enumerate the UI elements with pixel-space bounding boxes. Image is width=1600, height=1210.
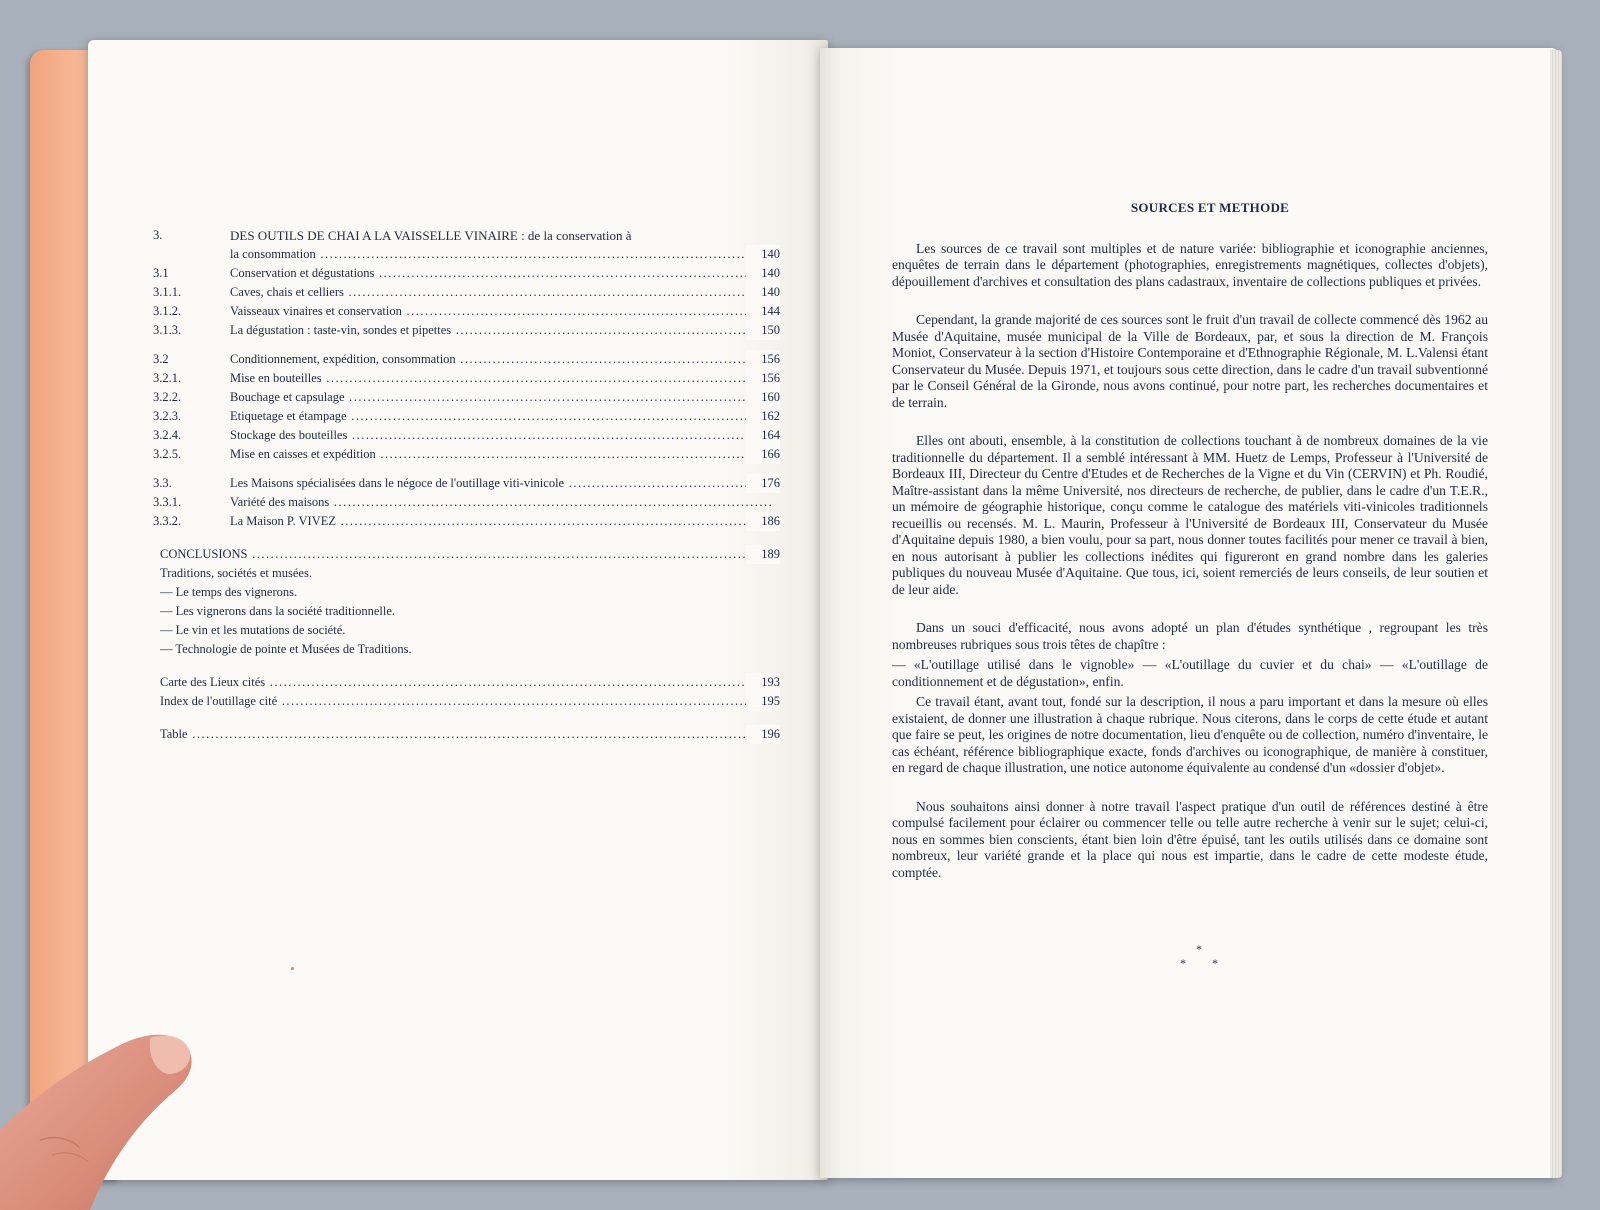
toc-number: 3.1 (153, 266, 169, 280)
toc-title: Vaisseaux vinaires et conservation ..... (230, 302, 772, 321)
toc-row (150, 245, 790, 264)
paragraph: Nous souhaitons ainsi donner à notre travail l'aspect pratique d'un outil de références destiné à être compulsé facilement pour éclairer ou commencer telle ou telle autre recherche à venir sur le sujet; celui-ci, nous en sommes bien conscients, étant bien loin d'être épuisé, tant les outils utilisés dans ce domaine sont nombreux, leur variété grande et la place qui nous est impartie, dans le cadre de cette modeste étude, comptée. (892, 798, 1488, 880)
toc-row (150, 321, 790, 340)
toc-row (150, 725, 790, 744)
toc-number: 3.2.2. (153, 390, 182, 404)
toc-page: 156 (746, 369, 780, 388)
toc-title: Etiquetage et étampage ..... (230, 407, 772, 426)
toc-number: 3. (153, 228, 163, 242)
toc-number: 3.2.3. (153, 409, 182, 423)
page-title: SOURCES ET METHODE (1130, 200, 1290, 215)
toc-row (150, 369, 790, 388)
toc-row (150, 302, 790, 321)
toc-number: 3.2.4. (153, 428, 182, 442)
toc-row (150, 226, 790, 245)
toc-row (150, 621, 790, 640)
toc-page: 196 (746, 725, 780, 744)
toc-title: — Le vin et les mutations de société. (160, 623, 346, 637)
asterism: * * * (1180, 942, 1218, 970)
toc-page: 140 (746, 264, 780, 283)
toc-number: 3.2.5. (153, 447, 182, 461)
toc-title: La dégustation : taste-vin, sondes et pipettes ..... (230, 321, 772, 340)
toc-page: 195 (746, 692, 780, 711)
toc-number: 3.1.1. (153, 285, 182, 299)
toc-row (150, 350, 790, 369)
toc-title: La Maison P. VIVEZ ..... (230, 512, 772, 531)
toc-row (150, 388, 790, 407)
sources-et-methode-section (892, 200, 1488, 903)
toc-page: 193 (746, 673, 780, 692)
toc-page: 156 (746, 350, 780, 369)
toc-row (150, 545, 790, 564)
toc-title: la consommation ..... (230, 245, 772, 264)
toc-row (150, 640, 790, 659)
paragraph: Les sources de ce travail sont multiples et de nature variée: bibliographie et iconographie anciennes, enquêtes de terrain dans le département (photographies, enregistrements magnétiques, collectes d'objets), dépouillement d'archives et consultation des plans cadastraux, inventaire de collections publiques et privées. (892, 240, 1488, 289)
toc-page: 140 (746, 283, 780, 302)
toc-page: 140 (746, 245, 780, 264)
toc-title: — Technologie de pointe et Musées de Traditions. (160, 642, 412, 656)
toc-row (150, 474, 790, 493)
toc-title: — Le temps des vignerons. (160, 585, 298, 599)
toc-row (150, 673, 790, 692)
toc-title: Mise en caisses et expédition ..... (230, 445, 772, 464)
toc-title: Traditions, sociétés et musées. (160, 566, 312, 580)
paragraph: Dans un souci d'efficacité, nous avons adopté un plan d'études synthétique , regroupant les très nombreuses rubriques sous trois têtes de chapître : (892, 620, 1488, 652)
toc-page: 176 (746, 474, 780, 493)
toc-page: 164 (746, 426, 780, 445)
paragraph: Cependant, la grande majorité de ces sources sont le fruit d'un travail de collecte commencé dès 1962 au Musée d'Aquitaine, musée municipal de la Ville de Bordeaux, par, et sous la direction de M. François Moniot, Conservateur à la section d'Histoire Contemporaine et d'Ethnographie Régionale, M. L.Valensi étant Conservateur du Musée. Depuis 1971, et toujours sous cette direction, dans le cadre d'un travail subventionné par le Conseil Général de la Gironde, nous avons continué, pour notre part, les recherches documentaires et de terrain. (892, 312, 1488, 410)
toc-title: Les Maisons spécialisées dans le négoce de l'outillage viti-vinicole ..... (230, 474, 772, 493)
toc-page: 166 (746, 445, 780, 464)
toc-title: Conditionnement, expédition, consommation ..... (230, 350, 772, 369)
toc-number: 3.3. (153, 476, 172, 490)
toc-row (150, 564, 790, 583)
toc-row (150, 407, 790, 426)
toc-title: Stockage des bouteilles ..... (230, 426, 772, 445)
toc-row (150, 583, 790, 602)
toc-page: 144 (746, 302, 780, 321)
toc-title: Mise en bouteilles ..... (230, 369, 772, 388)
toc-title: — Les vignerons dans la société traditionnelle. (160, 604, 396, 618)
finger (0, 1020, 210, 1210)
toc-title: Conservation et dégustations ..... (230, 264, 772, 283)
right-page-edges (1550, 50, 1562, 1178)
toc-row (150, 512, 790, 531)
toc-title: Index de l'outillage cité ..... (160, 692, 772, 711)
toc-title: Variété des maisons ..... (230, 493, 772, 512)
toc-row (150, 264, 790, 283)
toc-row (150, 426, 790, 445)
toc-page: 186 (746, 512, 780, 531)
toc-row (150, 602, 790, 621)
toc-title: DES OUTILS DE CHAI A LA VAISSELLE VINAIRE : de la conservation à (230, 228, 632, 243)
toc-page: 150 (746, 321, 780, 340)
table-of-contents (150, 226, 790, 744)
toc-number: 3.1.3. (153, 323, 182, 337)
toc-row (150, 493, 790, 512)
paragraph: — «L'outillage utilisé dans le vignoble» — «L'outillage du cuvier et du chai» — «L'outillage de conditionnement et de dégustation», enfin. (892, 657, 1488, 689)
toc-conclusions: CONCLUSIONS ..... (160, 545, 772, 564)
toc-title: Table ..... (160, 725, 772, 744)
toc-number: 3.2.1. (153, 371, 182, 385)
toc-title: Carte des Lieux cités ..... (160, 673, 772, 692)
toc-row (150, 283, 790, 302)
toc-row (150, 692, 790, 711)
toc-row (150, 445, 790, 464)
orange-speck (291, 967, 294, 970)
toc-page: 160 (746, 388, 780, 407)
toc-page: 189 (746, 545, 780, 564)
toc-number: 3.3.1. (153, 495, 182, 509)
toc-number: 3.1.2. (153, 304, 182, 318)
paragraph: Elles ont abouti, ensemble, à la constitution de collections touchant à de nombreux domaines de la vie traditionnelle du département. Il a semblé intéressant à MM. Huetz de Lemps, Professeur à l'Université de Bordeaux III, Directeur du Centre d'Etudes et de Recherches de la Vigne et du Vin (CERVIN) et Ph. Roudié, Maître-assistant dans la même Université, nos directeurs de recherche, de publier, dans le cadre d'un T.E.R., un mémoire de géographie historique, conçu comme le catalogue des matériels viti-vinicoles traditionnels recueillis ou recensés. M. L. Maurin, Professeur à l'Université de Bordeaux III, Conservateur du Musée d'Aquitaine depuis 1980, a bien voulu, pour sa part, nous donner toutes facilités pour mener ce travail à bien, en nous autorisant à publier les collections inédites qui figureront en grand nombre dans les galeries publiques du nouveau Musée d'Aquitaine. Que tous, ici, soient remerciés de leurs conseils, de leur soutien et de leur aide. (892, 433, 1488, 597)
toc-number: 3.2 (153, 352, 169, 366)
toc-title: Bouchage et capsulage ..... (230, 388, 772, 407)
toc-number: 3.3.2. (153, 514, 182, 528)
toc-page: 162 (746, 407, 780, 426)
toc-title: Caves, chais et celliers ..... (230, 283, 772, 302)
paragraph: Ce travail étant, avant tout, fondé sur la description, il nous a paru important et dans la mesure où elles existaient, de donner une illustration à chaque rubrique. Nous citerons, dans le corps de cette étude et autant que faire se peut, les origines de notre documentation, lieu d'enquête ou de collection, numéro d'inventaire, le cas échéant, référence bibliographique exacte, fonds d'archives ou iconographique, de manière à constituer, en regard de chaque illustration, une notice autonome équivalente au condensé d'un «dossier d'objet». (892, 694, 1488, 775)
